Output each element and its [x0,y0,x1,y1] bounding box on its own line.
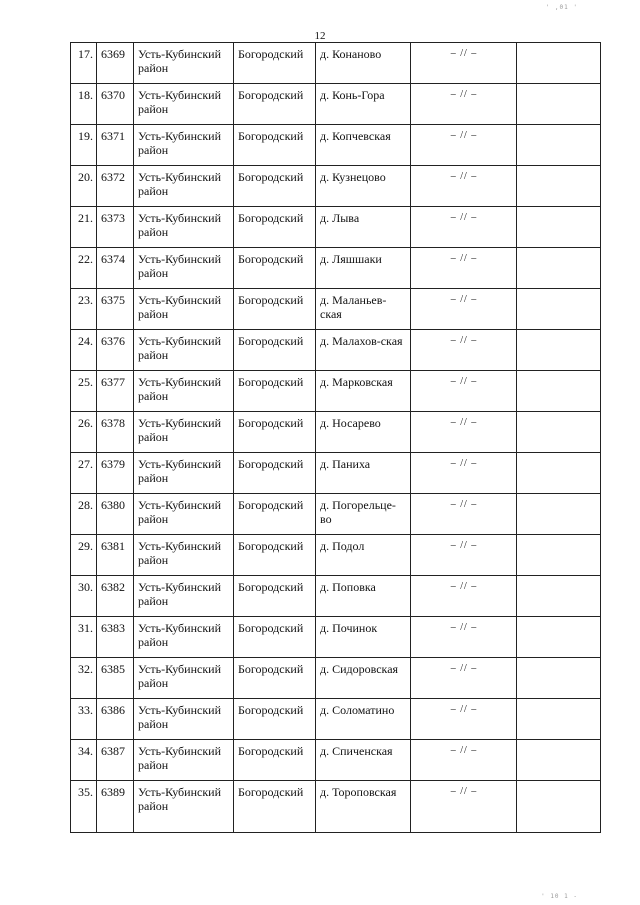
table-body [71,43,601,833]
row-ditto-mark: – // – [411,576,517,617]
row-code: 6381 [97,535,134,576]
row-number: 22. [71,248,97,289]
row-number: 23. [71,289,97,330]
row-extra [517,207,601,248]
row-settlement: Богородский [234,43,316,84]
row-code: 6383 [97,617,134,658]
row-ditto-mark: – // – [411,535,517,576]
row-settlement: Богородский [234,207,316,248]
row-locality: д. Погорельце-во [316,494,411,535]
row-locality: д. Копчевская [316,125,411,166]
row-locality: д. Спиченская [316,740,411,781]
row-locality: д. Конь-Гора [316,84,411,125]
row-extra [517,576,601,617]
row-district: Усть-Кубинский район [134,248,234,289]
row-number: 24. [71,330,97,371]
row-settlement: Богородский [234,371,316,412]
row-code: 6389 [97,781,134,833]
row-locality: д. Марковская [316,371,411,412]
row-ditto-mark: – // – [411,371,517,412]
row-extra [517,289,601,330]
row-locality: д. Малахов-ская [316,330,411,371]
table-row [71,453,601,494]
table-row [71,371,601,412]
row-code: 6380 [97,494,134,535]
row-district: Усть-Кубинский район [134,330,234,371]
row-code: 6370 [97,84,134,125]
row-code: 6387 [97,740,134,781]
row-district: Усть-Кубинский район [134,207,234,248]
row-settlement: Богородский [234,658,316,699]
row-district: Усть-Кубинский район [134,84,234,125]
page-number: 12 [314,30,326,42]
row-locality: д. Тороповская [316,781,411,833]
locality-table [70,42,601,833]
row-extra [517,535,601,576]
row-district: Усть-Кубинский район [134,371,234,412]
row-number: 25. [71,371,97,412]
row-settlement: Богородский [234,289,316,330]
row-settlement: Богородский [234,494,316,535]
row-number: 31. [71,617,97,658]
row-extra [517,84,601,125]
table-row [71,84,601,125]
row-settlement: Богородский [234,166,316,207]
row-ditto-mark: – // – [411,84,517,125]
row-ditto-mark: – // – [411,248,517,289]
table-row [71,125,601,166]
row-settlement: Богородский [234,576,316,617]
row-settlement: Богородский [234,740,316,781]
row-district: Усть-Кубинский район [134,166,234,207]
row-locality: д. Сидоровская [316,658,411,699]
row-settlement: Богородский [234,617,316,658]
row-number: 26. [71,412,97,453]
row-district: Усть-Кубинский район [134,43,234,84]
row-code: 6373 [97,207,134,248]
row-ditto-mark: – // – [411,658,517,699]
table-row [71,617,601,658]
row-locality: д. Носарево [316,412,411,453]
row-number: 17. [71,43,97,84]
table-row [71,330,601,371]
row-settlement: Богородский [234,84,316,125]
row-ditto-mark: – // – [411,289,517,330]
row-locality: д. Подол [316,535,411,576]
row-number: 29. [71,535,97,576]
row-ditto-mark: – // – [411,43,517,84]
row-extra [517,412,601,453]
row-number: 35. [71,781,97,833]
row-extra [517,371,601,412]
row-settlement: Богородский [234,248,316,289]
table-row [71,166,601,207]
row-code: 6379 [97,453,134,494]
row-district: Усть-Кубинский район [134,494,234,535]
row-settlement: Богородский [234,125,316,166]
row-settlement: Богородский [234,330,316,371]
row-number: 30. [71,576,97,617]
table-row [71,248,601,289]
row-settlement: Богородский [234,781,316,833]
table-row [71,43,601,84]
row-ditto-mark: – // – [411,740,517,781]
scan-mark-top: ' ,01 ' [545,4,578,11]
row-code: 6369 [97,43,134,84]
row-code: 6377 [97,371,134,412]
row-settlement: Богородский [234,412,316,453]
row-number: 19. [71,125,97,166]
row-locality: д. Маланьев-ская [316,289,411,330]
table-row [71,289,601,330]
row-code: 6386 [97,699,134,740]
table-row [71,699,601,740]
table-row [71,207,601,248]
row-extra [517,781,601,833]
row-code: 6385 [97,658,134,699]
row-district: Усть-Кубинский район [134,617,234,658]
row-locality: д. Поповка [316,576,411,617]
row-district: Усть-Кубинский район [134,740,234,781]
row-settlement: Богородский [234,535,316,576]
row-extra [517,740,601,781]
row-ditto-mark: – // – [411,166,517,207]
row-number: 28. [71,494,97,535]
row-district: Усть-Кубинский район [134,453,234,494]
row-extra [517,166,601,207]
table-row [71,494,601,535]
row-code: 6382 [97,576,134,617]
row-code: 6372 [97,166,134,207]
row-extra [517,43,601,84]
row-locality: д. Соломатино [316,699,411,740]
row-extra [517,658,601,699]
row-district: Усть-Кубинский район [134,412,234,453]
row-code: 6375 [97,289,134,330]
row-ditto-mark: – // – [411,617,517,658]
row-locality: д. Кузнецово [316,166,411,207]
row-settlement: Богородский [234,453,316,494]
table-row [71,781,601,833]
row-extra [517,453,601,494]
row-ditto-mark: – // – [411,699,517,740]
row-number: 21. [71,207,97,248]
row-number: 27. [71,453,97,494]
row-code: 6371 [97,125,134,166]
row-extra [517,617,601,658]
row-extra [517,699,601,740]
row-number: 33. [71,699,97,740]
row-extra [517,125,601,166]
table-row [71,576,601,617]
table-row [71,658,601,699]
row-district: Усть-Кубинский район [134,289,234,330]
row-number: 34. [71,740,97,781]
row-number: 18. [71,84,97,125]
row-locality: д. Паниха [316,453,411,494]
row-ditto-mark: – // – [411,453,517,494]
row-settlement: Богородский [234,699,316,740]
row-locality: д. Конаново [316,43,411,84]
row-code: 6378 [97,412,134,453]
row-ditto-mark: – // – [411,125,517,166]
row-district: Усть-Кубинский район [134,576,234,617]
row-locality: д. Починок [316,617,411,658]
row-ditto-mark: – // – [411,412,517,453]
row-district: Усть-Кубинский район [134,699,234,740]
row-ditto-mark: – // – [411,494,517,535]
row-district: Усть-Кубинский район [134,658,234,699]
row-extra [517,248,601,289]
row-extra [517,330,601,371]
row-district: Усть-Кубинский район [134,125,234,166]
row-district: Усть-Кубинский район [134,535,234,576]
row-number: 20. [71,166,97,207]
scan-mark-bottom: ' 10 1 - [541,893,578,900]
row-extra [517,494,601,535]
row-code: 6374 [97,248,134,289]
row-code: 6376 [97,330,134,371]
table-row [71,412,601,453]
row-ditto-mark: – // – [411,207,517,248]
row-ditto-mark: – // – [411,330,517,371]
row-ditto-mark: – // – [411,781,517,833]
row-locality: д. Лыва [316,207,411,248]
row-number: 32. [71,658,97,699]
row-locality: д. Ляшшаки [316,248,411,289]
table-row [71,740,601,781]
row-district: Усть-Кубинский район [134,781,234,833]
table-row [71,535,601,576]
